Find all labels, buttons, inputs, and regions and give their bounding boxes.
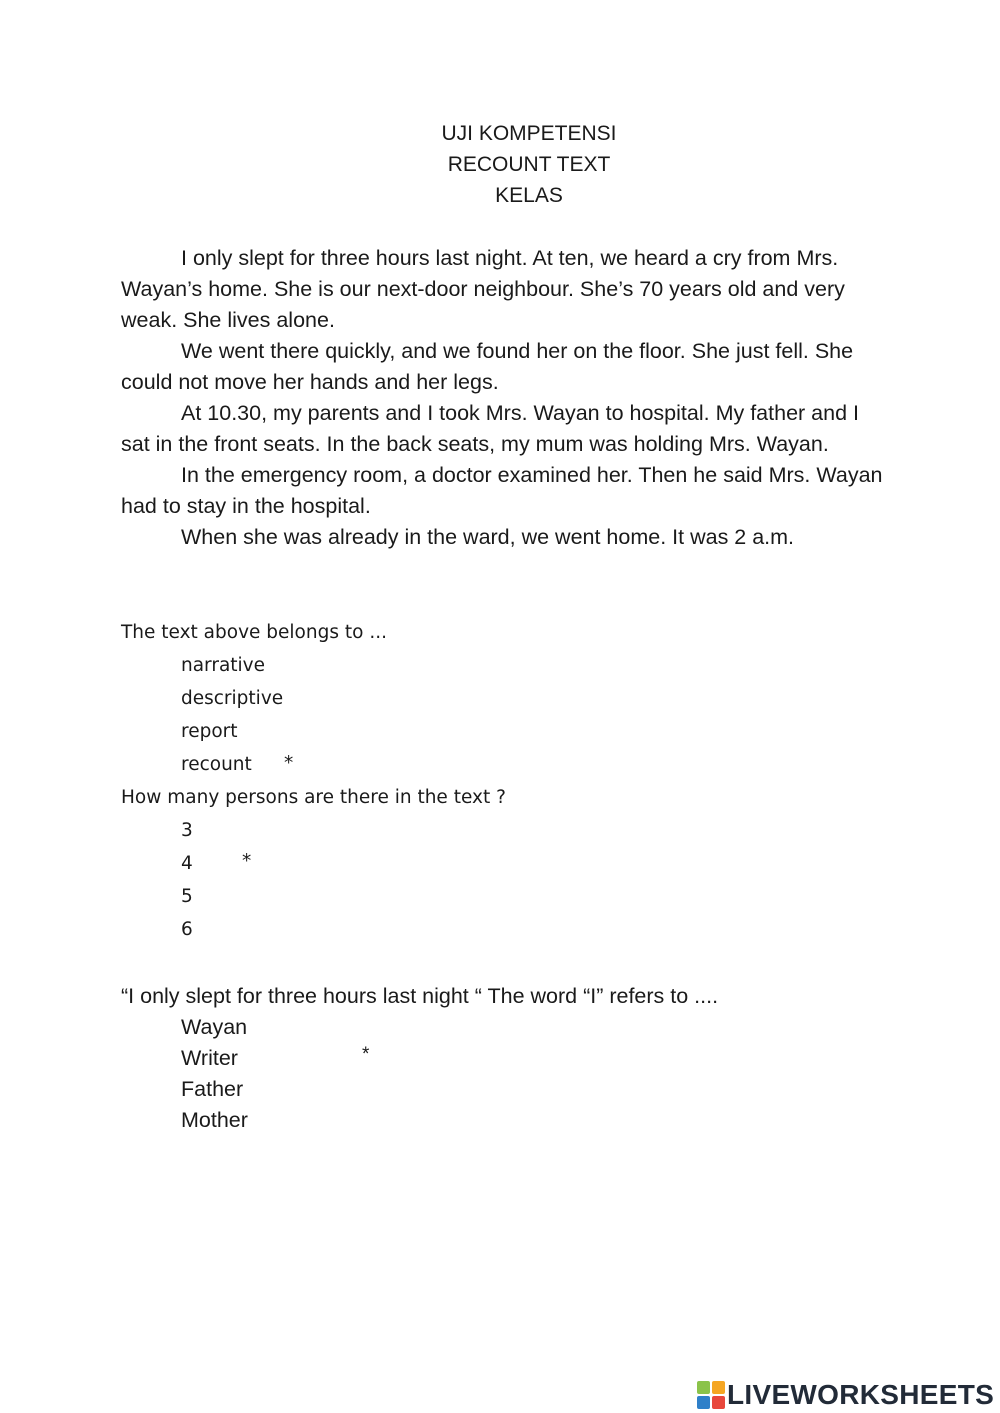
question-2-option-c[interactable]: 5 bbox=[181, 886, 193, 907]
question-3-option-c[interactable]: Father bbox=[181, 1077, 244, 1101]
passage-paragraph: We went there quickly, and we found her on the floor. She just fell. She could not move her hands and her legs. bbox=[121, 339, 854, 394]
question-2-option-a[interactable]: 3 bbox=[181, 820, 193, 841]
liveworksheets-logo-icon bbox=[697, 1381, 725, 1409]
worksheet-header bbox=[0, 118, 1000, 211]
liveworksheets-logo-text: LIVEWORKSHEETS bbox=[727, 1379, 995, 1410]
question-3-option-d[interactable]: Mother bbox=[181, 1108, 248, 1132]
question-1-option-b[interactable]: descriptive bbox=[181, 688, 284, 709]
question-3-option-a[interactable]: Wayan bbox=[181, 1015, 248, 1039]
question-1-answer-mark: * bbox=[284, 753, 294, 774]
liveworksheets-logo bbox=[697, 1378, 994, 1412]
question-1-text: The text above belongs to ... bbox=[121, 622, 387, 643]
question-3-option-b[interactable]: Writer bbox=[181, 1046, 238, 1070]
question-1-option-c[interactable]: report bbox=[181, 721, 238, 742]
passage-paragraph: When she was already in the ward, we went home. It was 2 a.m. bbox=[181, 525, 795, 549]
passage-paragraph: I only slept for three hours last night. At ten, we heard a cry from Mrs. Wayan’s home. She is our next-door neighbour. She’s 70 years old and very weak. She lives alone. bbox=[121, 246, 845, 332]
reading-passage bbox=[121, 243, 891, 553]
question-2-option-b[interactable]: 4 bbox=[181, 853, 193, 874]
question-2-text: How many persons are there in the text ? bbox=[121, 787, 506, 808]
question-3-answer-mark: * bbox=[362, 1044, 370, 1065]
question-2-answer-mark: * bbox=[242, 851, 252, 872]
header-subtitle: RECOUNT TEXT bbox=[447, 153, 611, 176]
passage-paragraph: In the emergency room, a doctor examined her. Then he said Mrs. Wayan had to stay in the hospital. bbox=[121, 463, 883, 518]
question-1-option-d[interactable]: recount bbox=[181, 754, 252, 775]
header-class: KELAS bbox=[495, 184, 563, 207]
question-1-option-a[interactable]: narrative bbox=[181, 655, 266, 676]
question-3-text: “I only slept for three hours last night “ The word “I” refers to .... bbox=[121, 984, 719, 1008]
question-2-option-d[interactable]: 6 bbox=[181, 919, 193, 940]
header-title: UJI KOMPETENSI bbox=[441, 122, 617, 145]
passage-paragraph: At 10.30, my parents and I took Mrs. Wayan to hospital. My father and I sat in the front seats. In the back seats, my mum was holding Mrs. Wayan. bbox=[121, 401, 859, 456]
